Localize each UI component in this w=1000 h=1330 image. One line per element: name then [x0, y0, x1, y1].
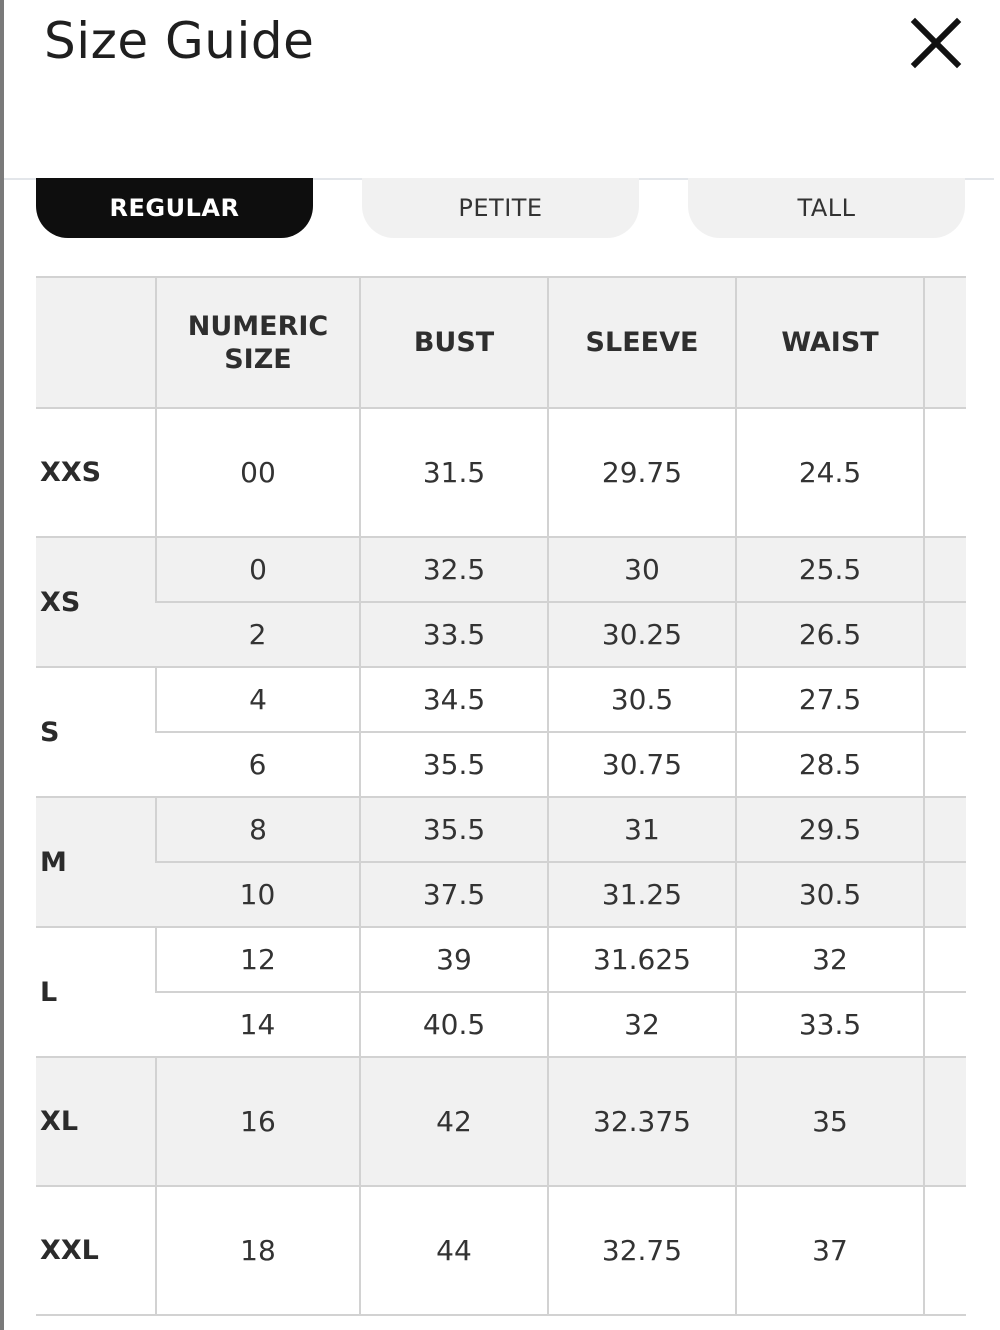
- waist-cell: 33.5: [736, 992, 924, 1057]
- waist-cell: 24.5: [736, 408, 924, 537]
- header-sleeve: SLEEVE: [548, 277, 736, 408]
- waist-cell: 37: [736, 1186, 924, 1315]
- size-label: XXS: [36, 408, 156, 537]
- numeric-size-cell: 2: [156, 602, 360, 667]
- bust-cell: 35.5: [360, 732, 548, 797]
- close-button[interactable]: [909, 16, 963, 70]
- bust-cell: 34.5: [360, 667, 548, 732]
- size-group-m: [36, 797, 966, 927]
- size-group-xxs: [36, 408, 966, 537]
- header-extra: [924, 277, 966, 408]
- header-bust: BUST: [360, 277, 548, 408]
- sleeve-cell: 30.75: [548, 732, 736, 797]
- extra-cell: [924, 602, 966, 667]
- size-label: L: [36, 927, 156, 1057]
- numeric-size-cell: 0: [156, 537, 360, 602]
- size-group-s: [36, 667, 966, 797]
- tab-regular[interactable]: REGULAR: [36, 178, 313, 238]
- sleeve-cell: 29.75: [548, 408, 736, 537]
- numeric-size-cell: 14: [156, 992, 360, 1057]
- close-icon: [909, 16, 963, 70]
- waist-cell: 26.5: [736, 602, 924, 667]
- size-group-xxl: [36, 1186, 966, 1315]
- extra-cell: [924, 408, 966, 537]
- size-label: XS: [36, 537, 156, 667]
- table-row: [36, 862, 966, 927]
- numeric-size-cell: 18: [156, 1186, 360, 1315]
- bust-cell: 31.5: [360, 408, 548, 537]
- numeric-size-cell: 10: [156, 862, 360, 927]
- window-left-edge: [0, 0, 4, 1330]
- size-guide-header: [4, 0, 994, 180]
- table-row: [36, 667, 966, 732]
- bust-cell: 40.5: [360, 992, 548, 1057]
- header-numeric-size: NUMERIC SIZE: [156, 277, 360, 408]
- waist-cell: 28.5: [736, 732, 924, 797]
- size-label: XXL: [36, 1186, 156, 1315]
- waist-cell: 29.5: [736, 797, 924, 862]
- waist-cell: 30.5: [736, 862, 924, 927]
- size-label: M: [36, 797, 156, 927]
- extra-cell: [924, 537, 966, 602]
- extra-cell: [924, 797, 966, 862]
- table-row: [36, 1186, 966, 1315]
- sleeve-cell: 32: [548, 992, 736, 1057]
- numeric-size-cell: 6: [156, 732, 360, 797]
- size-label: XL: [36, 1057, 156, 1186]
- table-row: [36, 1057, 966, 1186]
- bust-cell: 39: [360, 927, 548, 992]
- table-row: [36, 927, 966, 992]
- waist-cell: 25.5: [736, 537, 924, 602]
- sleeve-cell: 31.25: [548, 862, 736, 927]
- numeric-size-cell: 00: [156, 408, 360, 537]
- table-row: [36, 992, 966, 1057]
- bust-cell: 32.5: [360, 537, 548, 602]
- waist-cell: 35: [736, 1057, 924, 1186]
- size-group-xs: [36, 537, 966, 667]
- fit-tabs: [36, 178, 966, 240]
- numeric-size-cell: 12: [156, 927, 360, 992]
- numeric-size-cell: 16: [156, 1057, 360, 1186]
- size-group-xl: [36, 1057, 966, 1186]
- header-waist: WAIST: [736, 277, 924, 408]
- extra-cell: [924, 992, 966, 1057]
- numeric-size-cell: 4: [156, 667, 360, 732]
- tab-tall[interactable]: TALL: [688, 178, 965, 238]
- extra-cell: [924, 667, 966, 732]
- extra-cell: [924, 732, 966, 797]
- sleeve-cell: 31: [548, 797, 736, 862]
- bust-cell: 35.5: [360, 797, 548, 862]
- header-size-label: [36, 277, 156, 408]
- waist-cell: 27.5: [736, 667, 924, 732]
- table-row: [36, 797, 966, 862]
- table-header-row: [36, 277, 966, 408]
- extra-cell: [924, 1186, 966, 1315]
- size-chart-table: [36, 276, 966, 1316]
- sleeve-cell: 30.25: [548, 602, 736, 667]
- bust-cell: 42: [360, 1057, 548, 1186]
- sleeve-cell: 30: [548, 537, 736, 602]
- numeric-size-cell: 8: [156, 797, 360, 862]
- tab-petite[interactable]: PETITE: [362, 178, 639, 238]
- bust-cell: 33.5: [360, 602, 548, 667]
- table-row: [36, 732, 966, 797]
- sleeve-cell: 31.625: [548, 927, 736, 992]
- sleeve-cell: 32.75: [548, 1186, 736, 1315]
- extra-cell: [924, 862, 966, 927]
- bust-cell: 37.5: [360, 862, 548, 927]
- table-row: [36, 537, 966, 602]
- size-group-l: [36, 927, 966, 1057]
- extra-cell: [924, 927, 966, 992]
- bust-cell: 44: [360, 1186, 548, 1315]
- page-title: Size Guide: [44, 12, 315, 70]
- size-label: S: [36, 667, 156, 797]
- waist-cell: 32: [736, 927, 924, 992]
- table-row: [36, 602, 966, 667]
- sleeve-cell: 32.375: [548, 1057, 736, 1186]
- extra-cell: [924, 1057, 966, 1186]
- table-row: [36, 408, 966, 537]
- sleeve-cell: 30.5: [548, 667, 736, 732]
